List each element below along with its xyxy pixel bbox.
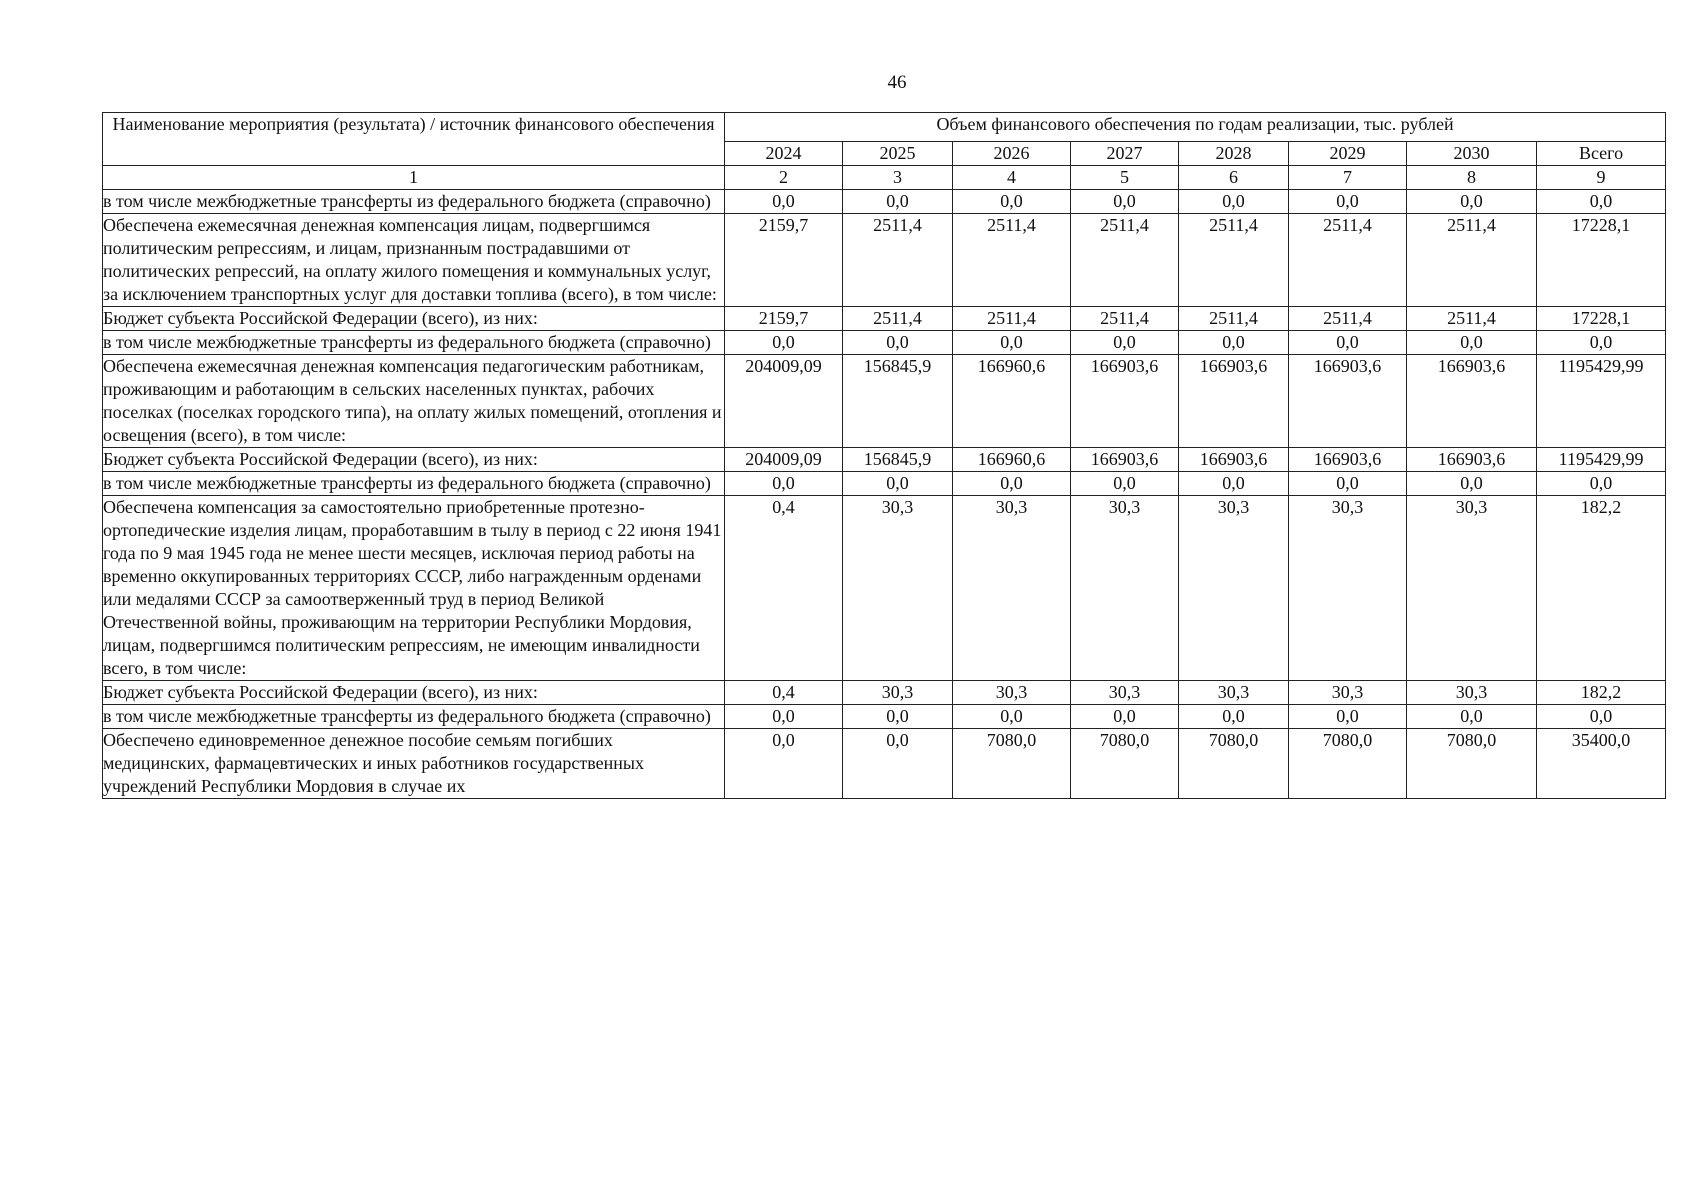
header-year: 2027 xyxy=(1071,142,1179,166)
row-value: 0,0 xyxy=(1071,190,1179,214)
table-row xyxy=(103,214,1666,307)
table-row xyxy=(103,472,1666,496)
table-row xyxy=(103,190,1666,214)
row-value: 7080,0 xyxy=(1289,729,1407,799)
header-volume-title: Объем финансового обеспечения по годам реализации, тыс. рублей xyxy=(725,113,1666,142)
row-value: 0,0 xyxy=(843,705,953,729)
row-value: 0,0 xyxy=(1179,190,1289,214)
row-value: 0,0 xyxy=(1407,705,1537,729)
table-row xyxy=(103,331,1666,355)
row-value: 2511,4 xyxy=(1289,214,1407,307)
header-name-column: Наименование мероприятия (результата) / источник финансового обеспечения xyxy=(103,113,725,166)
row-total: 17228,1 xyxy=(1537,214,1666,307)
column-number: 5 xyxy=(1071,166,1179,190)
row-value: 0,0 xyxy=(1179,472,1289,496)
financing-table xyxy=(102,112,1666,799)
table-row xyxy=(103,705,1666,729)
header-year: 2026 xyxy=(953,142,1071,166)
row-value: 0,0 xyxy=(953,705,1071,729)
row-value: 0,0 xyxy=(1179,705,1289,729)
row-name: Бюджет субъекта Российской Федерации (всего), из них: xyxy=(103,307,725,331)
row-value: 204009,09 xyxy=(725,355,843,448)
row-value: 30,3 xyxy=(1407,496,1537,681)
row-value: 156845,9 xyxy=(843,355,953,448)
row-name: Обеспечено единовременное денежное пособие семьям погибших медицинских, фармацевтических и иных работников государственных учреждений Республики Мордовия в случае их xyxy=(103,729,725,799)
row-value: 2511,4 xyxy=(953,214,1071,307)
row-value: 0,4 xyxy=(725,496,843,681)
column-number: 3 xyxy=(843,166,953,190)
row-total: 1195429,99 xyxy=(1537,355,1666,448)
row-value: 166903,6 xyxy=(1179,355,1289,448)
row-name: в том числе межбюджетные трансферты из федерального бюджета (справочно) xyxy=(103,331,725,355)
column-number: 1 xyxy=(103,166,725,190)
row-value: 2511,4 xyxy=(1407,214,1537,307)
header-year: 2029 xyxy=(1289,142,1407,166)
row-value: 2511,4 xyxy=(1179,214,1289,307)
row-value: 166903,6 xyxy=(1071,448,1179,472)
header-row-column-numbers xyxy=(103,166,1666,190)
row-total: 0,0 xyxy=(1537,705,1666,729)
row-value: 0,0 xyxy=(725,705,843,729)
row-value: 166903,6 xyxy=(1289,448,1407,472)
row-value: 7080,0 xyxy=(1407,729,1537,799)
row-value: 0,0 xyxy=(1289,472,1407,496)
table-row xyxy=(103,355,1666,448)
row-value: 2511,4 xyxy=(1179,307,1289,331)
row-value: 2511,4 xyxy=(1289,307,1407,331)
column-number: 9 xyxy=(1537,166,1666,190)
row-value: 0,0 xyxy=(843,472,953,496)
row-name: в том числе межбюджетные трансферты из федерального бюджета (справочно) xyxy=(103,705,725,729)
row-value: 0,0 xyxy=(843,190,953,214)
header-year: 2030 xyxy=(1407,142,1537,166)
row-value: 0,0 xyxy=(1289,705,1407,729)
row-value: 7080,0 xyxy=(1179,729,1289,799)
row-value: 0,0 xyxy=(1071,331,1179,355)
row-total: 182,2 xyxy=(1537,496,1666,681)
table-row xyxy=(103,448,1666,472)
row-value: 30,3 xyxy=(843,496,953,681)
column-number: 6 xyxy=(1179,166,1289,190)
row-value: 166903,6 xyxy=(1179,448,1289,472)
row-value: 30,3 xyxy=(843,681,953,705)
row-value: 166903,6 xyxy=(1407,355,1537,448)
row-value: 0,0 xyxy=(1289,331,1407,355)
row-value: 2511,4 xyxy=(1071,307,1179,331)
column-number: 7 xyxy=(1289,166,1407,190)
row-value: 2511,4 xyxy=(953,307,1071,331)
header-total: Всего xyxy=(1537,142,1666,166)
row-name: Обеспечена компенсация за самостоятельно приобретенные протезно-ортопедические изделия лицам, проработавшим в тылу в период с 22 июня 1941 года по 9 мая 1945 года не менее шести месяцев, исключая период работы на временно оккупированных территориях СССР, либо награжденным орденами или медалями СССР за самоотверженный труд в период Великой Отечественной войны, проживающим на территории Республики Мордовия, лицам, подвергшимся политическим репрессиям, не имеющим инвалидности всего, в том числе: xyxy=(103,496,725,681)
row-name: в том числе межбюджетные трансферты из федерального бюджета (справочно) xyxy=(103,190,725,214)
row-value: 2511,4 xyxy=(843,307,953,331)
row-value: 166903,6 xyxy=(1289,355,1407,448)
header-row-title xyxy=(103,113,1666,142)
row-value: 166960,6 xyxy=(953,355,1071,448)
row-name: Обеспечена ежемесячная денежная компенсация педагогическим работникам, проживающим и работающим в сельских населенных пунктах, рабочих поселках (поселках городского типа), на оплату жилых помещений, отопления и освещения (всего), в том числе: xyxy=(103,355,725,448)
row-value: 0,0 xyxy=(1179,331,1289,355)
row-value: 0,0 xyxy=(953,472,1071,496)
row-value: 0,0 xyxy=(1071,472,1179,496)
row-value: 0,0 xyxy=(1407,472,1537,496)
row-total: 0,0 xyxy=(1537,190,1666,214)
row-value: 166903,6 xyxy=(1407,448,1537,472)
row-value: 0,0 xyxy=(725,729,843,799)
row-value: 30,3 xyxy=(1179,496,1289,681)
row-value: 7080,0 xyxy=(953,729,1071,799)
table-row xyxy=(103,729,1666,799)
row-value: 2511,4 xyxy=(843,214,953,307)
row-total: 0,0 xyxy=(1537,472,1666,496)
page-number: 46 xyxy=(887,72,907,93)
row-value: 2159,7 xyxy=(725,214,843,307)
row-value: 30,3 xyxy=(1179,681,1289,705)
table-row xyxy=(103,307,1666,331)
row-value: 0,0 xyxy=(1407,331,1537,355)
row-value: 30,3 xyxy=(1289,496,1407,681)
row-total: 0,0 xyxy=(1537,331,1666,355)
row-total: 182,2 xyxy=(1537,681,1666,705)
row-value: 0,0 xyxy=(953,190,1071,214)
row-name: Бюджет субъекта Российской Федерации (всего), из них: xyxy=(103,448,725,472)
row-name: Обеспечена ежемесячная денежная компенсация лицам, подвергшимся политическим репрессиям, и лицам, признанным пострадавшими от политических репрессий, на оплату жилого помещения и коммунальных услуг, за исключением транспортных услуг для доставки топлива (всего), в том числе: xyxy=(103,214,725,307)
row-value: 0,4 xyxy=(725,681,843,705)
row-value: 2159,7 xyxy=(725,307,843,331)
row-value: 166960,6 xyxy=(953,448,1071,472)
row-value: 0,0 xyxy=(725,472,843,496)
row-value: 166903,6 xyxy=(1071,355,1179,448)
row-value: 30,3 xyxy=(953,496,1071,681)
row-value: 156845,9 xyxy=(843,448,953,472)
table-row xyxy=(103,681,1666,705)
row-value: 0,0 xyxy=(843,331,953,355)
row-value: 0,0 xyxy=(1407,190,1537,214)
row-value: 30,3 xyxy=(1071,681,1179,705)
row-value: 0,0 xyxy=(843,729,953,799)
row-total: 35400,0 xyxy=(1537,729,1666,799)
table-row xyxy=(103,496,1666,681)
row-value: 2511,4 xyxy=(1407,307,1537,331)
row-value: 30,3 xyxy=(1071,496,1179,681)
header-year: 2024 xyxy=(725,142,843,166)
row-value: 30,3 xyxy=(953,681,1071,705)
row-value: 0,0 xyxy=(725,331,843,355)
row-name: Бюджет субъекта Российской Федерации (всего), из них: xyxy=(103,681,725,705)
row-total: 1195429,99 xyxy=(1537,448,1666,472)
row-total: 17228,1 xyxy=(1537,307,1666,331)
row-value: 0,0 xyxy=(1071,705,1179,729)
header-year: 2025 xyxy=(843,142,953,166)
header-year: 2028 xyxy=(1179,142,1289,166)
row-name: в том числе межбюджетные трансферты из федерального бюджета (справочно) xyxy=(103,472,725,496)
row-value: 0,0 xyxy=(725,190,843,214)
table-body xyxy=(103,190,1666,799)
column-number: 2 xyxy=(725,166,843,190)
row-value: 7080,0 xyxy=(1071,729,1179,799)
row-value: 0,0 xyxy=(953,331,1071,355)
column-number: 8 xyxy=(1407,166,1537,190)
row-value: 204009,09 xyxy=(725,448,843,472)
row-value: 30,3 xyxy=(1407,681,1537,705)
row-value: 30,3 xyxy=(1289,681,1407,705)
row-value: 2511,4 xyxy=(1071,214,1179,307)
column-number: 4 xyxy=(953,166,1071,190)
row-value: 0,0 xyxy=(1289,190,1407,214)
